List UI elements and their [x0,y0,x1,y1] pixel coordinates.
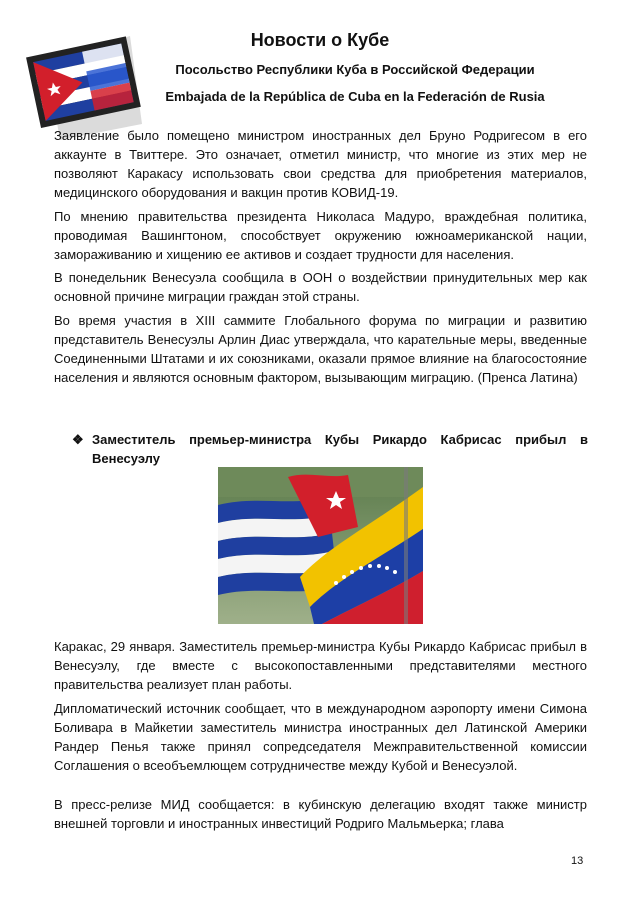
section-heading-text: Заместитель премьер-министра Кубы Рикардо Кабрисас прибыл в Венесуэлу [92,432,588,466]
page-number: 13 [571,855,584,867]
paragraph-text: По мнению правительства президента Николаса Мадуро, враждебная политика, проводимая Вашингтоном, способствует окружению южноамериканской нации, замораживанию и хищению ее активов и создает трудности для населения. [54,209,587,262]
paragraph-text: Во время участия в XIII саммите Глобального форума по миграции и развитию представитель Венесуэлы Арлин Диас утверждала, что карательные меры, введенные Соединенными Штатами и их союзниками, оказали прямое влияние на благосостояние населения и являются основным фактором, вызывающим миграцию. (Пренса Латина) [54,313,587,385]
paragraph-1 [54,126,587,202]
paragraph-text: Дипломатический источник сообщает, что в международном аэропорту имени Симона Боливара в Майкетии заместитель министра иностранных дел Латинской Америки Рандер Пенья также принял сопредседателя Межправительственной комиссии Соглашения о всеобъемлющем сотрудничестве между Кубой и Венесуэлой. [54,701,587,773]
cuba-venezuela-flags-photo [218,467,423,624]
embassy-name-ru: Посольство Республики Куба в Российской Федерации [175,62,535,77]
paragraph-text: Каракас, 29 января. Заместитель премьер-министра Кубы Рикардо Кабрисас прибыл в Венесуэлу, где вместе с высокопоставленными представителями местного правительства реализует план работы. [54,639,587,692]
paragraph-4 [54,311,587,387]
paragraph-7 [54,795,587,833]
paragraph-2 [54,207,587,264]
diamond-bullet-icon: ❖ [72,432,84,447]
paragraph-6 [54,699,587,775]
paragraph-text: Заявление было помещено министром иностранных дел Бруно Родригесом в его аккаунте в Твиттере. Это означает, отметил министр, что многие из этих мер не позволяют Каракасу использовать свои средства для приобретения материалов, медицинского оборудования и вакцин против КОВИД-19. [54,128,587,200]
paragraph-text: В пресс-релизе МИД сообщается: в кубинскую делегацию входят также министр внешней торговли и иностранных инвестиций Родриго Мальмьерка; глава [54,797,587,831]
embassy-flags-logo [26,20,142,142]
page-title: Новости о Кубе [250,30,390,50]
paragraph-5 [54,637,587,694]
section-heading [72,430,588,468]
embassy-name-es: Embajada de la República de Cuba en la Federación de Rusia [165,89,545,104]
paragraph-text: В понедельник Венесуэла сообщила в ООН о воздействии принудительных мер как основной причине миграции граждан этой страны. [54,270,587,304]
paragraph-3 [54,268,587,306]
